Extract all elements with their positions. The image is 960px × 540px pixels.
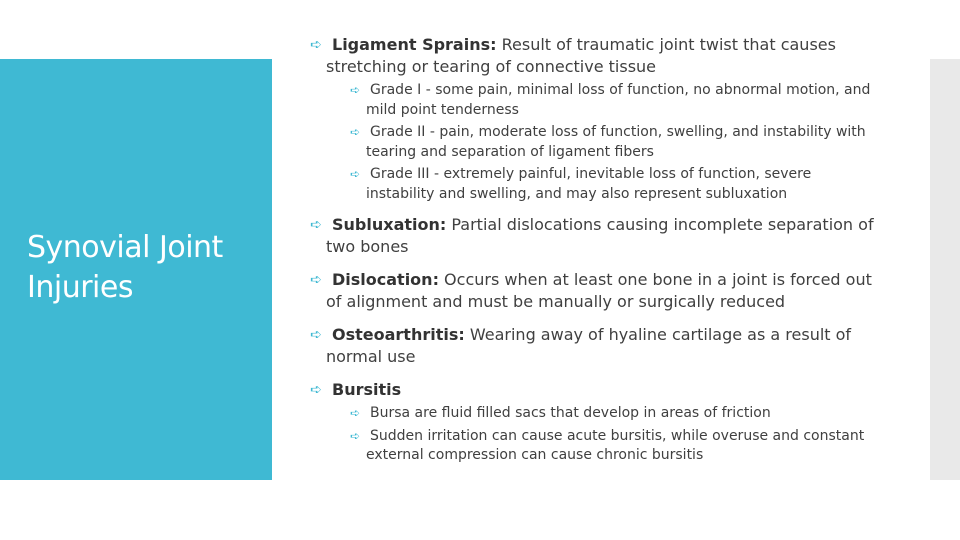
bullet-ligament-sprains — [310, 34, 880, 78]
grade-1-text: Grade I - some pain, minimal loss of function, no abnormal motion, and mild point tenderness — [366, 82, 871, 118]
term-bursitis: Bursitis — [332, 380, 402, 399]
right-side-bar — [930, 59, 960, 480]
term-osteoarthritis: Osteoarthritis: — [332, 325, 465, 344]
arrow-bullet-icon: ➪ — [350, 428, 361, 443]
arrow-bullet-icon: ➪ — [350, 125, 361, 139]
bullet-osteoarthritis — [310, 324, 880, 368]
sub-bullet-grade-1 — [310, 81, 880, 120]
bullet-list — [310, 34, 880, 466]
sub-bullet-grade-3 — [310, 165, 880, 204]
bullet-subluxation — [310, 214, 880, 258]
desc-osteoarthritis: Wearing away of hyaline cartilage as a result of normal use — [326, 325, 852, 366]
desc-ligament-sprains: Result of traumatic joint twist that causes stretching or tearing of connective tissue — [326, 35, 836, 76]
grade-3-text: Grade III - extremely painful, inevitable loss of function, severe instability and swelling, and may also represent subluxation — [366, 166, 812, 202]
arrow-bullet-icon: ➪ — [310, 272, 322, 288]
bursa-text: Bursa are fluid filled sacs that develop in areas of friction — [370, 405, 771, 421]
arrow-bullet-icon: ➪ — [350, 83, 361, 97]
arrow-bullet-icon: ➪ — [310, 37, 322, 53]
sub-bullet-bursa — [310, 404, 880, 424]
desc-subluxation: Partial dislocations causing incomplete separation of two bones — [326, 215, 874, 256]
grade-2-text: Grade II - pain, moderate loss of function, swelling, and instability with tearing and separation of ligament fibers — [366, 124, 866, 160]
irritation-text: Sudden irritation can cause acute bursitis, while overuse and constant external compression can cause chronic bursitis — [366, 427, 865, 463]
bullet-bursitis — [310, 379, 880, 401]
sub-bullet-irritation — [310, 427, 880, 466]
bullet-dislocation — [310, 269, 880, 313]
arrow-bullet-icon: ➪ — [310, 217, 322, 233]
arrow-bullet-icon: ➪ — [310, 327, 322, 343]
slide-title: Synovial Joint Injuries — [27, 230, 223, 305]
arrow-bullet-icon: ➪ — [350, 406, 361, 420]
term-ligament-sprains: Ligament Sprains: — [332, 35, 497, 54]
term-subluxation: Subluxation: — [332, 215, 447, 234]
arrow-bullet-icon: ➪ — [350, 167, 361, 181]
desc-dislocation: Occurs when at least one bone in a joint is forced out of alignment and must be manually or surgically reduced — [326, 270, 872, 311]
sub-bullet-grade-2 — [310, 123, 880, 162]
term-dislocation: Dislocation: — [332, 270, 439, 289]
arrow-bullet-icon: ➪ — [310, 382, 322, 398]
